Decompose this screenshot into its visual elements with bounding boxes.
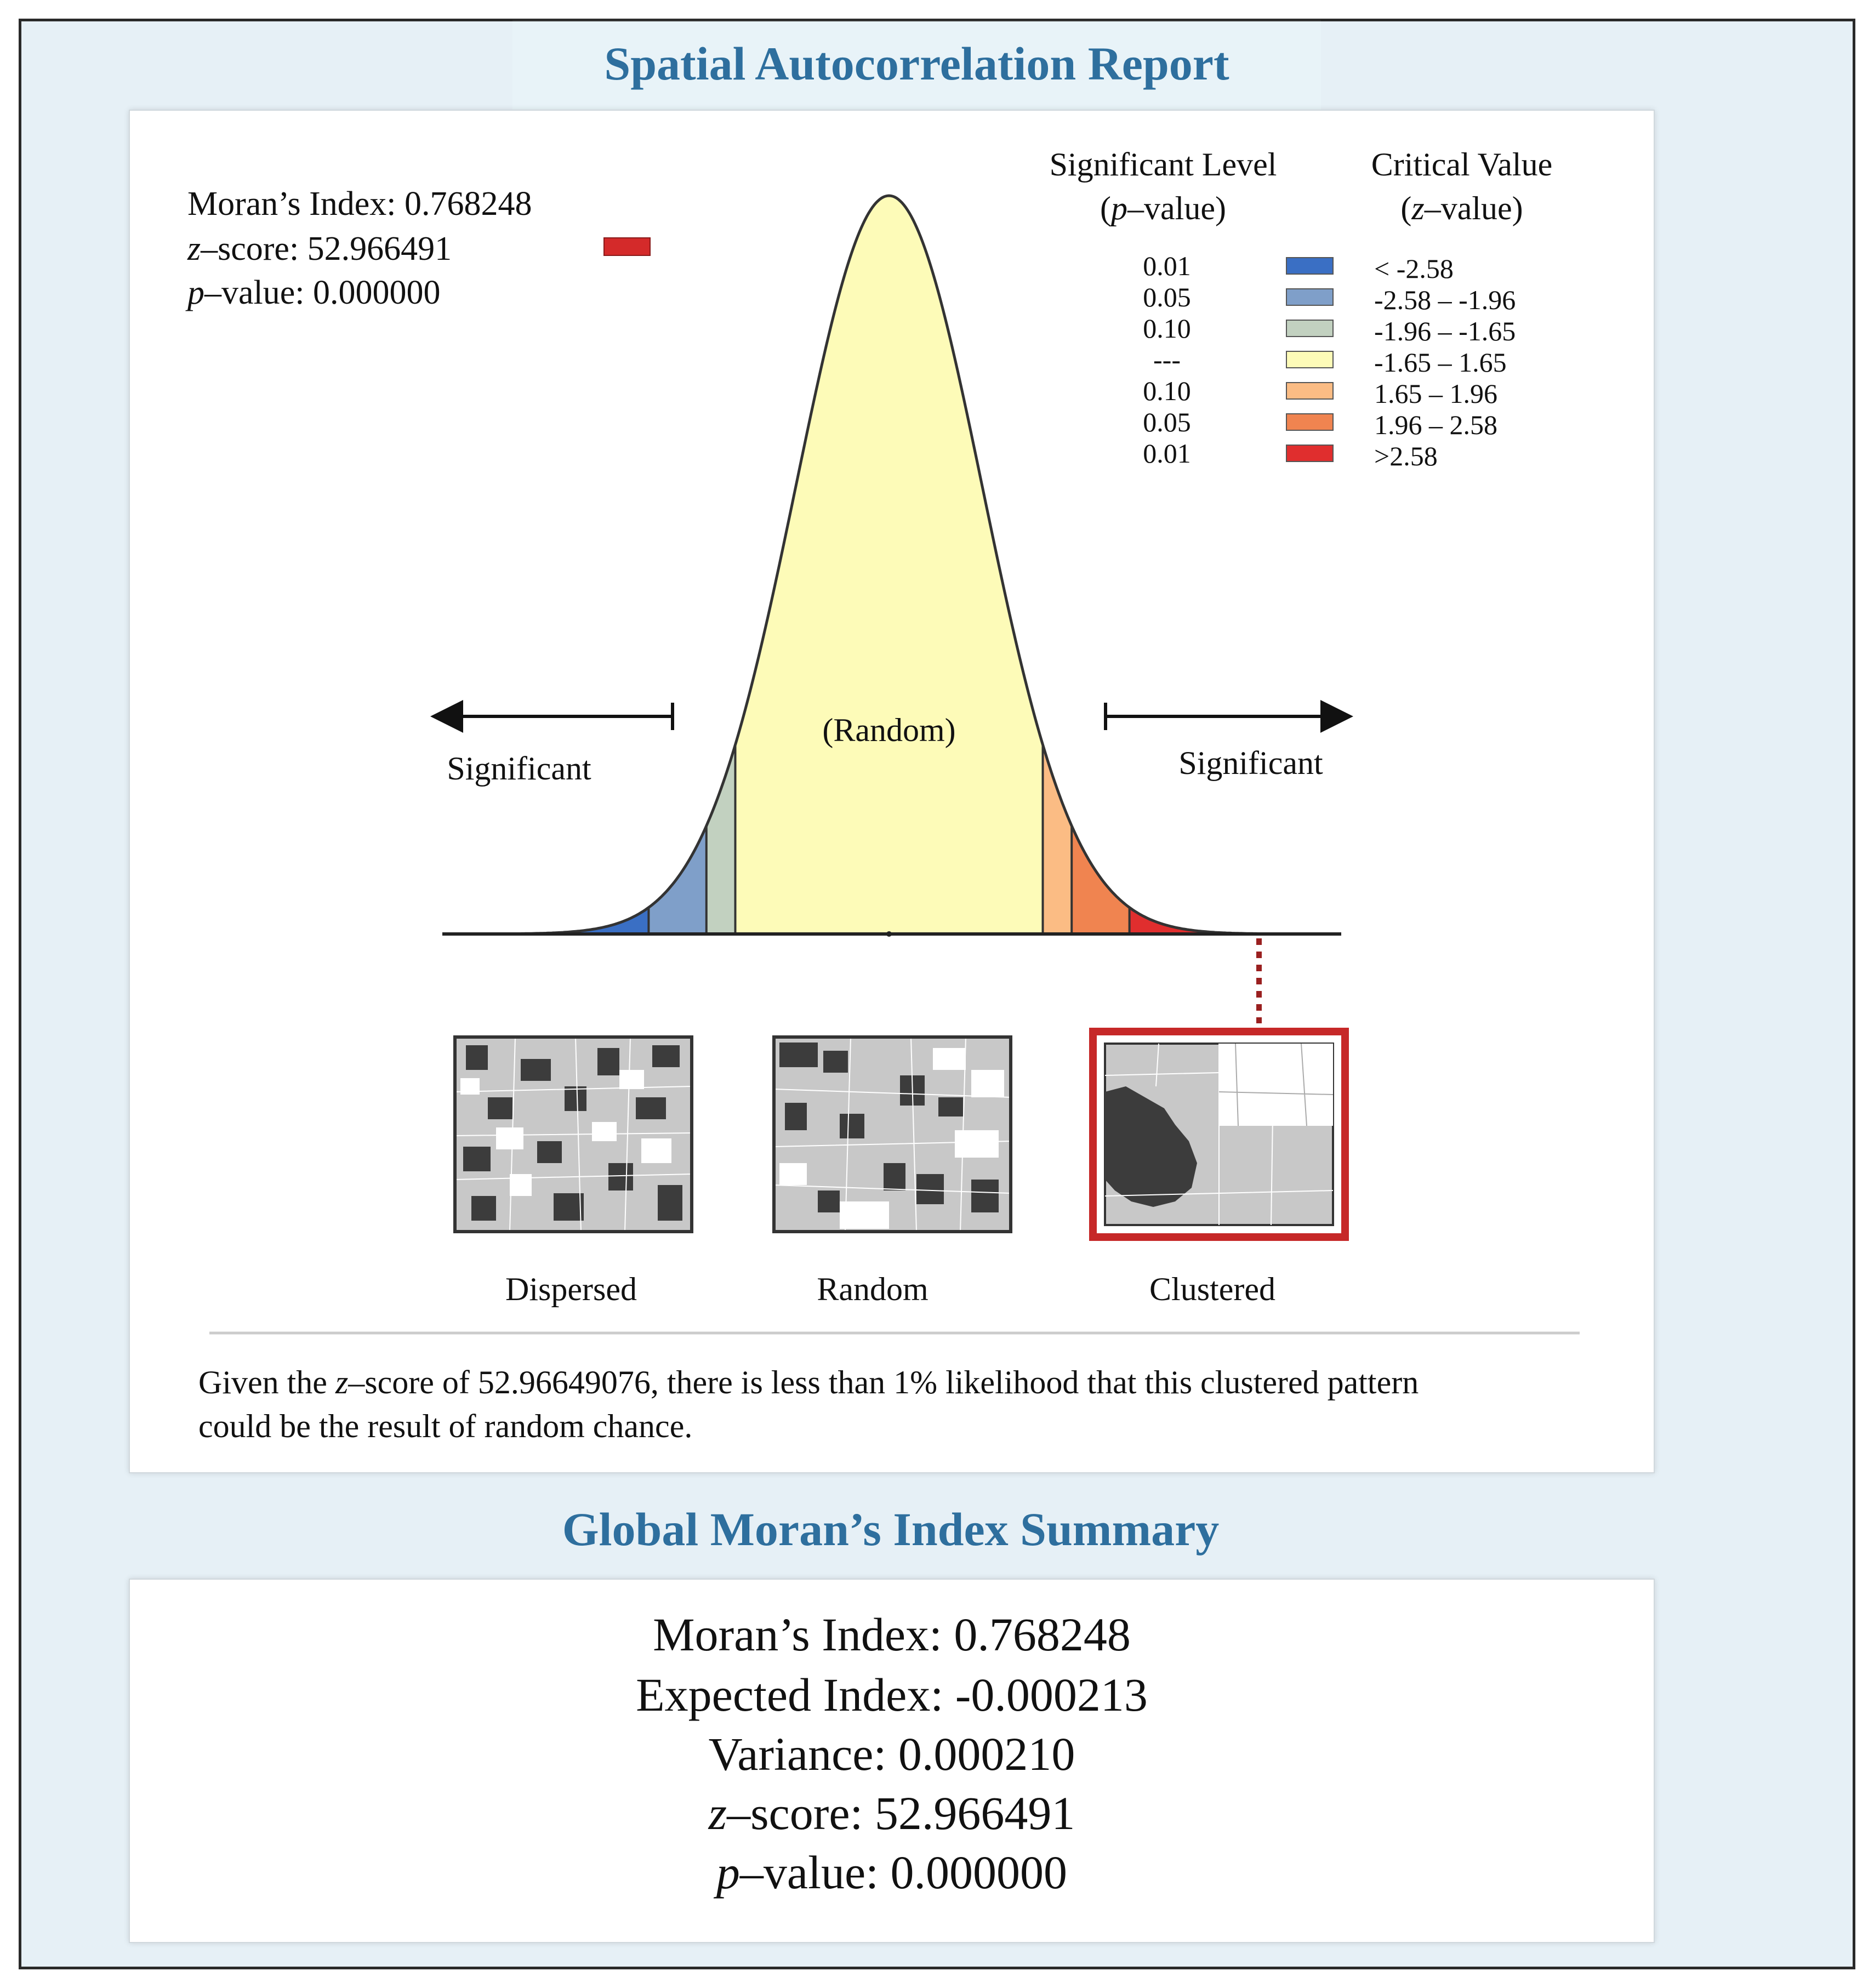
summary-z-value: –score: 52.966491 <box>727 1787 1075 1839</box>
legend-swatch <box>1286 258 1333 274</box>
clustered-thumbnail <box>1093 1032 1345 1237</box>
conclusion-text-a: Given the <box>198 1364 335 1400</box>
region-above-2.58 <box>1130 111 1262 988</box>
report-panel <box>129 110 1655 1473</box>
legend-pvalue: 0.10 <box>1143 375 1191 406</box>
conclusion-line-2: could be the result of random chance. <box>198 1408 693 1444</box>
summary-morans-index: Moran’s Index: 0.768248 <box>653 1608 1131 1661</box>
legend-pvalue: 0.05 <box>1143 407 1191 437</box>
legend-swatch <box>1286 383 1333 399</box>
legend-header-significance: Significant Level <box>1049 146 1277 183</box>
legend-pvalue: 0.10 <box>1143 313 1191 344</box>
summary-p-label: p <box>716 1846 740 1899</box>
stat-p-label: p <box>187 274 204 311</box>
legend-header-pvalue-open: ( <box>1100 190 1112 226</box>
legend-zvalue: -1.96 – -1.65 <box>1374 316 1516 346</box>
summary-z-label: z <box>708 1787 727 1839</box>
legend-swatch <box>1286 414 1333 430</box>
legend-header-pvalue-p: p <box>1111 190 1128 226</box>
legend-zvalue: >2.58 <box>1374 441 1438 471</box>
label-dispersed: Dispersed <box>505 1271 637 1307</box>
conclusion-z: z <box>335 1364 349 1400</box>
report-title: Spatial Autocorrelation Report <box>604 37 1229 90</box>
significant-right-label: Significant <box>1178 745 1323 781</box>
stat-z-score <box>187 230 452 267</box>
report-graphic <box>130 111 1656 1474</box>
summary-expected-index: Expected Index: -0.000213 <box>636 1668 1148 1721</box>
summary-p-value-text: –value: 0.000000 <box>739 1846 1068 1899</box>
legend-pvalue: 0.01 <box>1143 250 1191 281</box>
legend-header-pvalue <box>1100 190 1226 226</box>
label-clustered: Clustered <box>1149 1271 1275 1307</box>
random-thumbnail <box>774 1037 1011 1232</box>
summary-title: Global Moran’s Index Summary <box>562 1503 1220 1556</box>
legend-rows <box>1143 250 1516 471</box>
legend-header-zvalue-rest: –value) <box>1424 190 1523 226</box>
legend-zvalue: < -2.58 <box>1374 253 1454 284</box>
legend-swatch <box>1286 445 1333 462</box>
stat-p-value-text: –value: 0.000000 <box>204 274 441 311</box>
legend-zvalue: -2.58 – -1.96 <box>1374 284 1516 315</box>
conclusion-line-1 <box>198 1364 1419 1400</box>
label-random: Random <box>817 1271 929 1307</box>
stat-morans-index: Moran’s Index: 0.768248 <box>187 185 532 223</box>
legend-header-zvalue <box>1400 190 1523 226</box>
summary-variance: Variance: 0.000210 <box>708 1728 1075 1780</box>
axis-center-tick <box>886 931 892 937</box>
region-2.58-1.96 <box>648 111 706 988</box>
summary-z-score <box>130 1786 1654 1841</box>
region-1.65-1.96 <box>1043 111 1072 988</box>
legend-header-zvalue-open: ( <box>1400 190 1412 226</box>
legend-zvalue: -1.65 – 1.65 <box>1374 347 1507 378</box>
stat-z-label: z <box>187 230 201 267</box>
conclusion-text-b: –score of 52.96649076, there is less than 1% likelihood that this clustered pattern <box>348 1364 1419 1400</box>
significant-left-label: Significant <box>447 750 591 787</box>
legend-pvalue: --- <box>1153 344 1181 375</box>
legend-header-pvalue-rest: –value) <box>1127 190 1226 226</box>
legend-swatch <box>1286 289 1333 305</box>
summary-panel <box>129 1579 1655 1943</box>
legend-zvalue: 1.96 – 2.58 <box>1374 409 1497 440</box>
legend-header-critical: Critical Value <box>1371 146 1553 183</box>
legend-pvalue: 0.01 <box>1143 438 1191 469</box>
legend-pvalue: 0.05 <box>1143 282 1191 312</box>
zscore-marker <box>604 238 650 255</box>
region-1.96-2.58 <box>1072 111 1129 988</box>
dispersed-thumbnail <box>455 1037 692 1232</box>
random-region-label: (Random) <box>822 712 956 748</box>
stat-z-value: –score: 52.966491 <box>201 230 452 267</box>
stat-p-value <box>185 274 441 311</box>
legend-zvalue: 1.65 – 1.96 <box>1374 378 1497 409</box>
legend-swatch <box>1286 351 1333 368</box>
legend-swatch <box>1286 320 1333 337</box>
summary-p-value <box>130 1845 1654 1900</box>
legend-header-zvalue-z: z <box>1411 190 1425 226</box>
region-1.96-1.65 <box>707 111 736 988</box>
